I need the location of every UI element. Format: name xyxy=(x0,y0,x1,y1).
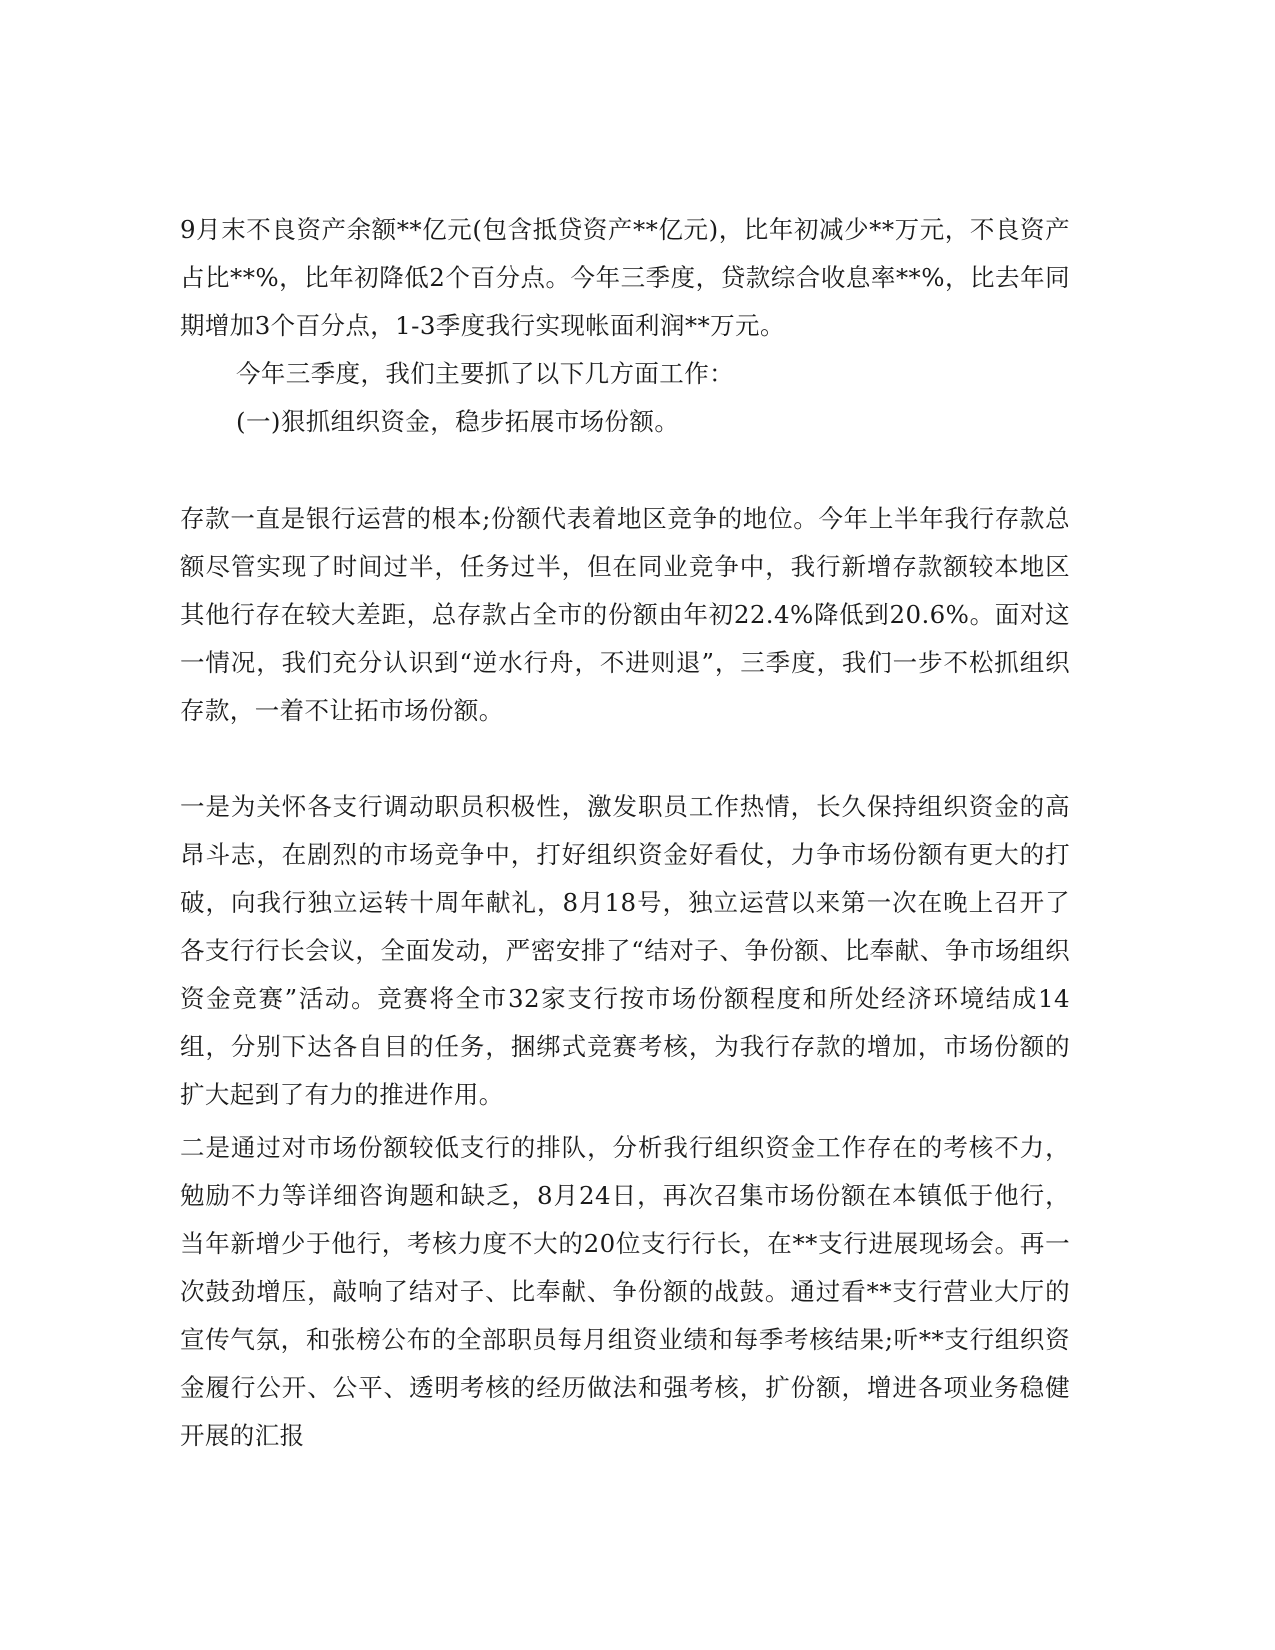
section-heading-funds: (一)狠抓组织资金，稳步拓展市场份额。 xyxy=(236,407,680,436)
paragraph-point-two: 二是通过对市场份额较低支行的排队，分析我行组织资金工作存在的考核不力，勉励不力等详细咨询题和缺乏，8月24日，再次召集市场份额在本镇低于他行，当年新增少于他行，考核力度不大的20位支行行长，在**支行进展现场会。再一次鼓劲增压，敲响了结对子、比奉献、争份额的战鼓。通过看**支行营业大厅的宣传气氛，和张榜公布的全部职员每月组资业绩和每季考核结果;听**支行组织资金履行公开、公平、透明考核的经历做法和强考核，扩份额，增进各项业务稳健开展的汇报 xyxy=(180,1133,1070,1450)
paragraph-point-one: 一是为关怀各支行调动职员积极性，激发职员工作热情，长久保持组织资金的高昂斗志，在剧烈的市场竞争中，打好组织资金好看仗，力争市场份额有更大的打破，向我行独立运转十周年献礼，8月18号，独立运营以来第一次在晚上召开了各支行行长会议，全面发动，严密安排了“结对子、争份额、比奉献、争市场组织资金竞赛”活动。竞赛将全市32家支行按市场份额程度和所处经济环境结成14组，分别下达各自目的任务，捆绑式竞赛考核，为我行存款的增加，市场份额的扩大起到了有力的推进作用。 xyxy=(180,792,1070,1109)
paragraph-work-intro: 今年三季度，我们主要抓了以下几方面工作： xyxy=(236,359,734,388)
paragraph-asset-quality: 9月末不良资产余额**亿元(包含抵贷资产**亿元)，比年初减少**万元，不良资产占比**%，比年初降低2个百分点。今年三季度，贷款综合收息率**%，比去年同期增加3个百分点，1-3季度我行实现帐面利润**万元。 xyxy=(180,215,1070,340)
paragraph-deposits: 存款一直是银行运营的根本;份额代表着地区竞争的地位。今年上半年我行存款总额尽管实现了时间过半，任务过半，但在同业竞争中，我行新增存款额较本地区其他行存在较大差距，总存款占全市的份额由年初22.4%降低到20.6%。面对这一情况，我们充分认识到“逆水行舟，不进则退”，三季度，我们一步不松抓组织存款，一着不让拓市场份额。 xyxy=(180,504,1070,725)
